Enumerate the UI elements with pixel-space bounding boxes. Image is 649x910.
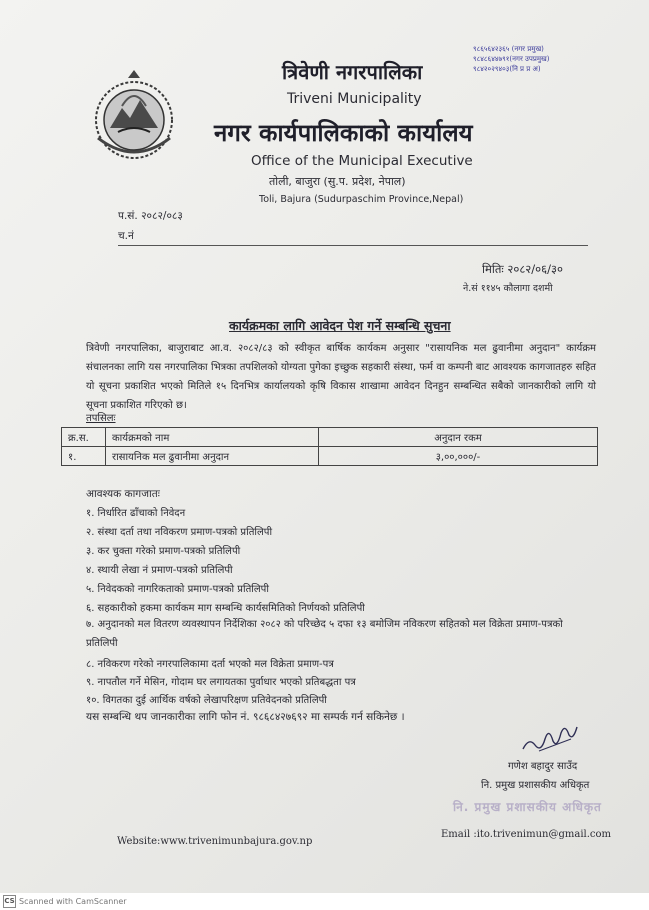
document-item: ८. नविकरण गरेको नगरपालिकामा दर्ता भएको मल विक्रेता प्रमाण-पत्र: [86, 659, 334, 670]
office-name-nepali: नगर कार्यपालिकाको कार्यालय: [214, 119, 473, 147]
header-divider: [118, 245, 588, 246]
contact-line: यस सम्बन्धि थप जानकारीका लागि फोन नं. ९८६८४२७६९२ मा सम्पर्क गर्न सकिनेछ ।: [86, 711, 405, 723]
date-bs: मितिः २०८२/०६/३०: [482, 262, 563, 276]
grant-table: [61, 427, 598, 466]
header-serial: क्र.स.: [62, 428, 106, 447]
document-item: १०. विगतका दुई आर्थिक वर्षको लेखापरिक्षण प्रतिवेदनको प्रतिलिपी: [86, 695, 327, 706]
address-nepali: तोली, बाजुरा (सु.प. प्रदेश, नेपाल): [269, 175, 406, 188]
footer-email: Email :ito.trivenimun@gmail.com: [441, 829, 612, 840]
office-stamp: नि. प्रमुख प्रशासकीय अधिकृत: [453, 800, 602, 814]
footer-website: Website:www.trivenimunbajura.gov.np: [117, 836, 313, 847]
government-emblem-icon: [88, 68, 180, 168]
phone-deputy-mayor: ९८४८६४४७९१(नगर उपप्रमुख): [473, 55, 550, 63]
cell-program-name: रासायनिक मल ढुवानीमा अनुदान: [106, 447, 319, 466]
office-name-english: Office of the Municipal Executive: [251, 153, 473, 169]
document-item: ४. स्थायी लेखा नं प्रमाण-पत्रको प्रतिलिपी: [86, 565, 233, 576]
cell-grant-amount: ३,००,०००/-: [319, 447, 598, 466]
municipality-name-nepali: त्रिवेणी नगरपालिका: [282, 60, 423, 84]
signatory-title: नि. प्रमुख प्रशासकीय अधिकृत: [481, 780, 590, 791]
details-label: तपसिलः: [86, 413, 116, 424]
signatory-name: गणेश बहादुर साउँद: [508, 761, 578, 772]
document-item: ९. नापतौल गर्ने मेसिन, गोदाम घर लगायतका पुर्वाधार भएको प्रतिबद्धता पत्र: [86, 677, 356, 688]
document-item: ३. कर चुक्ता गरेको प्रमाण-पत्रको प्रतिलिपी: [86, 546, 241, 557]
document-item: २. संस्था दर्ता तथा नविकरण प्रमाण-पत्रको प्रतिलिपी: [86, 527, 273, 538]
cell-serial: १.: [62, 447, 106, 466]
municipality-name-english: Triveni Municipality: [287, 91, 422, 107]
document-item: ७. अनुदानको मल वितरण व्यवस्थापन निर्देशिका २०८२ को परिच्छेद ५ दफा १३ बमोजिम नविकरण सहितको मल विक्रेता प्रमाण-पत्रको प्रतिलिपी: [86, 619, 563, 649]
notice-subject: कार्यक्रमका लागि आवेदन पेश गर्ने सम्बन्धि सुचना: [229, 318, 451, 333]
document-item: १. निर्धारित ढाँचाको निवेदन: [86, 508, 186, 519]
required-documents-title: आवश्यक कागजातः: [86, 488, 160, 500]
scanner-label: Scanned with CamScanner: [19, 897, 127, 906]
dispatch-number: च.नं: [118, 230, 134, 242]
notice-body: त्रिवेणी नगरपालिका, बाजुराबाट आ.व. २०८२/८३ को स्वीकृत बार्षिक कार्यकम अनुसार "रासायनिक मल ढुवानीमा अनुदान" कार्यक्रम संचालनका लागि यस नगरपालिका भित्रका तपशिलको योग्यता पुगेका इच्छुक सहकारी संस्था, फर्म वा कम्पनी बाट आवश्यक कागजातहरु सहित यो सूचना प्रकाशित भएको मितिले १५ दिनभित्र कार्यालयको कृषि विकास शाखामा आवेदन दिनहुन सम्बन्धित सबैको जानकारीको लागि यो सूचना प्रकाशित गरिएको छ।: [86, 343, 596, 411]
phone-list: [473, 44, 549, 74]
phone-cao: ९८४२०२९४०३(नि प्र प्र अ): [473, 65, 541, 73]
signature-icon: [519, 719, 579, 757]
address-english: Toli, Bajura (Sudurpaschim Province,Nepal): [259, 194, 464, 205]
header-program-name: कार्यक्रमको नाम: [106, 428, 319, 447]
document-item: ५. निवेदकको नागरिकताको प्रमाण-पत्रको प्रतिलिपी: [86, 584, 269, 595]
document-item: ६. सहकारीको हकमा कार्यकम माग सम्बन्धि कार्यसमितिको निर्णयको प्रतिलिपी: [86, 603, 365, 614]
table-header-row: [62, 428, 598, 447]
scanner-watermark: [3, 895, 127, 908]
phone-mayor: ९८६५६४२३६५ (नगर प्रमुख): [473, 45, 544, 53]
date-nepal-sambat: ने.सं ११४५ कौलागा दशमी: [463, 283, 553, 294]
table-row: [62, 447, 598, 466]
reference-number: प.सं. २०८२/०८३: [118, 210, 183, 222]
header-grant-amount: अनुदान रकम: [319, 428, 598, 447]
camscanner-icon: CS: [3, 895, 16, 908]
